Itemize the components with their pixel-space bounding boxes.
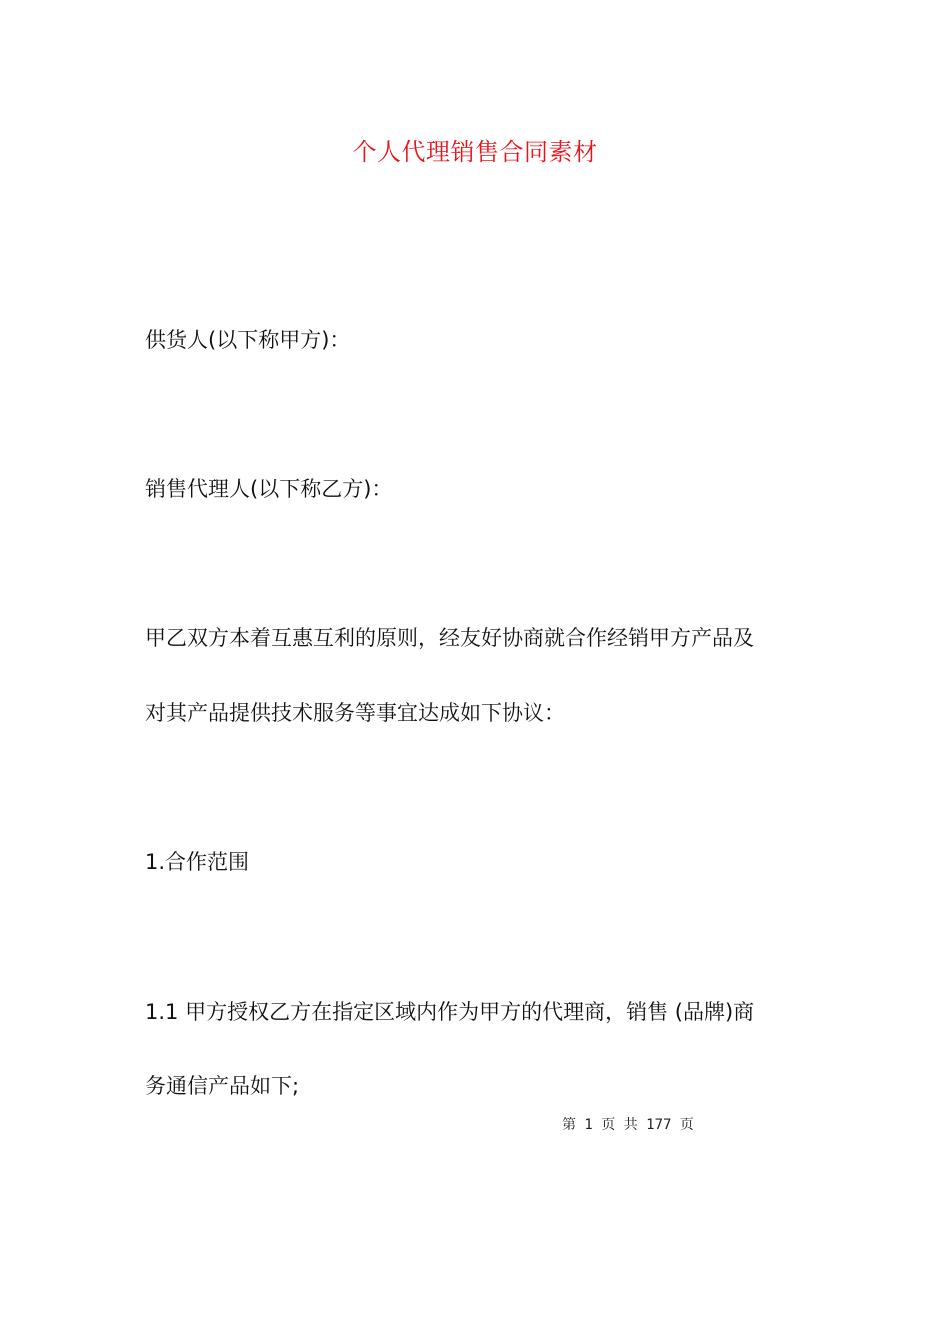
preamble-line-1: 甲乙双方本着互惠互利的原则，经友好协商就合作经销甲方产品及 (145, 626, 754, 650)
clause-1-1-line-2: 务通信产品如下; (145, 1074, 300, 1098)
document-title: 个人代理销售合同素材 (352, 138, 598, 166)
section-heading-cooperation-scope: 1.合作范围 (145, 850, 250, 874)
preamble-line-2: 对其产品提供技术服务等事宜达成如下协议： (145, 701, 565, 725)
page-number-footer: 第 1 页 共 177 页 (562, 1117, 694, 1133)
clause-1-1-line-1: 1.1 甲方授权乙方在指定区域内作为甲方的代理商，销售 (品牌)商 (145, 1000, 755, 1024)
agent-line: 销售代理人(以下称乙方)： (145, 477, 393, 501)
supplier-line: 供货人(以下称甲方)： (145, 328, 351, 352)
